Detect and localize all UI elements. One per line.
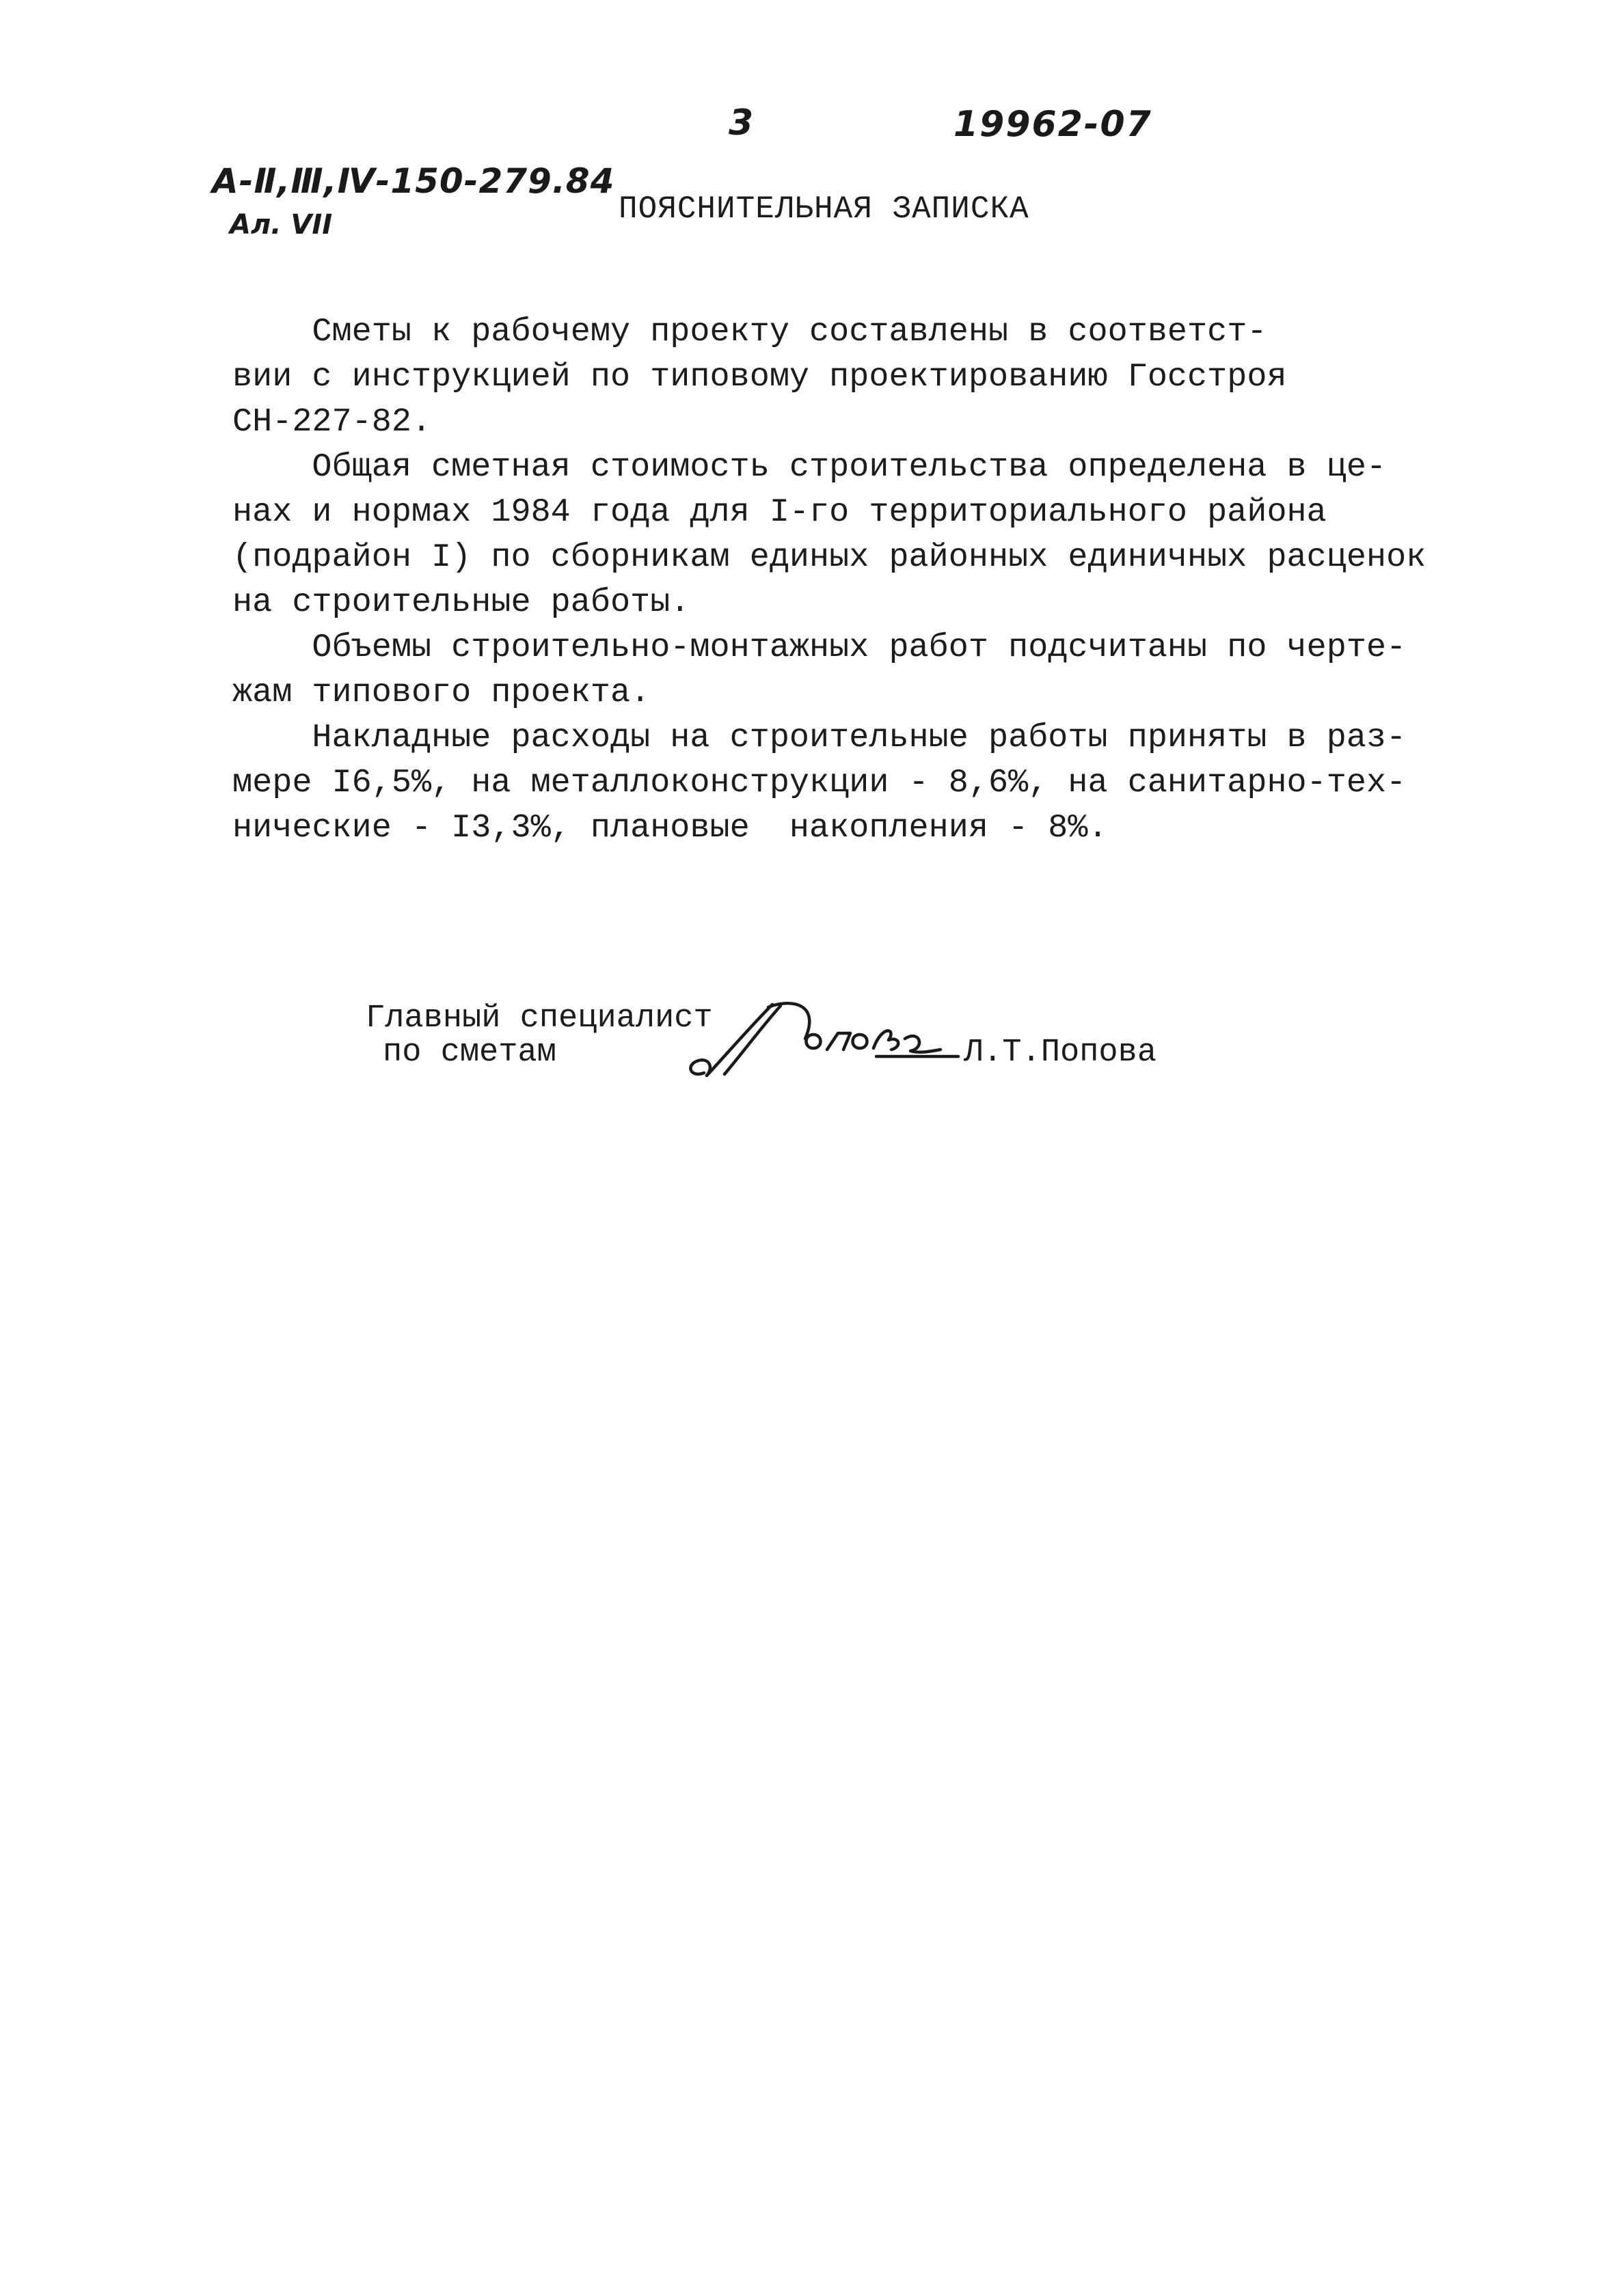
project-code: А-Ⅱ,Ⅲ,Ⅳ-150-279.84 (212, 161, 615, 201)
page-number: 3 (729, 102, 754, 144)
body-line: мере I6,5%, на металлоконструкции - 8,6%, на санитарно-тех- (232, 764, 1407, 802)
body-line: нические - I3,3%, плановые накопления - 8%. (232, 809, 1108, 847)
body-line: СН-227-82. (232, 403, 432, 441)
document-number: 19962-07 (953, 104, 1152, 145)
page-title: ПОЯСНИТЕЛЬНАЯ ЗАПИСКА (619, 191, 1029, 227)
signer-title-line-1: Главный специалист (366, 1000, 713, 1037)
sheet-reference: Ал. VII (230, 209, 333, 241)
body-line: нах и нормах 1984 года для I-го территориального района (232, 493, 1327, 531)
body-line: Объемы строительно-монтажных работ подсчитаны по черте- (232, 629, 1407, 666)
body-line: жам типового проекта. (232, 674, 651, 711)
body-line: Общая сметная стоимость строительства определена в це- (232, 448, 1387, 486)
body-line: на строительные работы. (232, 584, 690, 621)
body-text (232, 310, 1426, 851)
signer-name: Л.Т.Попова (964, 1035, 1157, 1071)
body-line: Сметы к рабочему проекту составлены в соответст- (232, 313, 1267, 351)
body-line: Накладные расходы на строительные работы приняты в раз- (232, 719, 1407, 756)
signer-title-line-2: по сметам (383, 1035, 556, 1071)
body-line: вии с инструкцией по типовому проектированию Госстроя (232, 358, 1287, 396)
body-line: (подрайон I) по сборникам единых районных единичных расценок (232, 538, 1426, 576)
handwritten-signature (677, 991, 964, 1093)
